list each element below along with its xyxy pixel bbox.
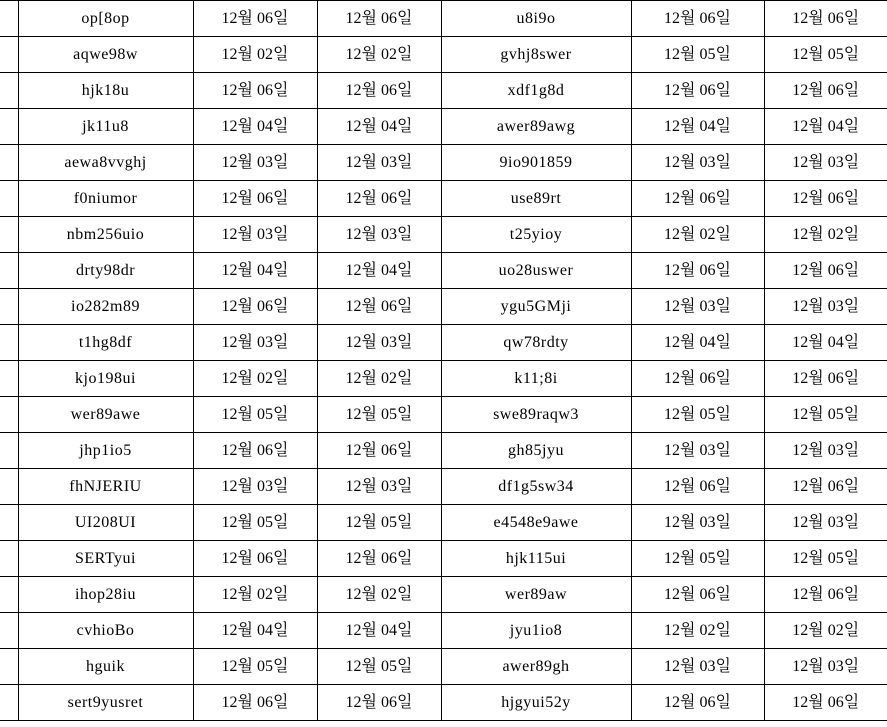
cell-date[interactable]: 12월 04일 <box>764 325 887 361</box>
cell-date[interactable]: 12월 06일 <box>193 685 317 721</box>
cell-date[interactable]: 12월 05일 <box>317 649 441 685</box>
cell-code[interactable]: jk11u8 <box>18 109 193 145</box>
cell-code[interactable]: aqwe98w <box>18 37 193 73</box>
cell-date[interactable]: 12월 03일 <box>631 145 764 181</box>
cell-code[interactable]: qw78rdty <box>441 325 631 361</box>
cell-code[interactable]: nbm256uio <box>18 217 193 253</box>
cell-date[interactable]: 12월 06일 <box>317 181 441 217</box>
cell-date[interactable]: 12월 04일 <box>764 109 887 145</box>
cell-date[interactable]: 12월 06일 <box>317 433 441 469</box>
cell-date[interactable]: 12월 03일 <box>631 289 764 325</box>
cell-code[interactable]: cvhioBo <box>18 613 193 649</box>
cell-code[interactable]: 9io901859 <box>441 145 631 181</box>
cell-date[interactable]: 12월 06일 <box>764 1 887 37</box>
cell-code[interactable]: SERTyui <box>18 541 193 577</box>
cell-date[interactable]: 12월 05일 <box>317 397 441 433</box>
row-edge-spacer[interactable] <box>0 253 18 289</box>
cell-date[interactable]: 12월 04일 <box>631 325 764 361</box>
cell-code[interactable]: xdf1g8d <box>441 73 631 109</box>
cell-date[interactable]: 12월 05일 <box>631 397 764 433</box>
table-row <box>0 433 887 469</box>
cell-date[interactable]: 12월 02일 <box>317 361 441 397</box>
cell-date[interactable]: 12월 02일 <box>764 613 887 649</box>
cell-code[interactable]: wer89awe <box>18 397 193 433</box>
cell-code[interactable]: io282m89 <box>18 289 193 325</box>
cell-date[interactable]: 12월 05일 <box>193 397 317 433</box>
table-row <box>0 613 887 649</box>
cell-date[interactable]: 12월 06일 <box>193 181 317 217</box>
row-edge-spacer[interactable] <box>0 505 18 541</box>
cell-date[interactable]: 12월 04일 <box>317 109 441 145</box>
cell-date[interactable]: 12월 05일 <box>764 37 887 73</box>
cell-date[interactable]: 12월 02일 <box>317 577 441 613</box>
cell-date[interactable]: 12월 05일 <box>631 541 764 577</box>
cell-date[interactable]: 12월 03일 <box>317 145 441 181</box>
cell-date[interactable]: 12월 03일 <box>764 289 887 325</box>
row-edge-spacer[interactable] <box>0 73 18 109</box>
cell-date[interactable]: 12월 06일 <box>764 253 887 289</box>
row-edge-spacer[interactable] <box>0 685 18 721</box>
row-edge-spacer[interactable] <box>0 649 18 685</box>
cell-date[interactable]: 12월 03일 <box>193 469 317 505</box>
cell-date[interactable]: 12월 03일 <box>193 325 317 361</box>
row-edge-spacer[interactable] <box>0 181 18 217</box>
cell-date[interactable]: 12월 06일 <box>193 1 317 37</box>
cell-code[interactable]: awer89awg <box>441 109 631 145</box>
row-edge-spacer[interactable] <box>0 613 18 649</box>
row-edge-spacer[interactable] <box>0 109 18 145</box>
cell-date[interactable]: 12월 06일 <box>764 685 887 721</box>
table-row <box>0 397 887 433</box>
cell-code[interactable]: t1hg8df <box>18 325 193 361</box>
cell-code[interactable]: u8i9o <box>441 1 631 37</box>
table-row <box>0 325 887 361</box>
cell-date[interactable]: 12월 06일 <box>193 433 317 469</box>
row-edge-spacer[interactable] <box>0 37 18 73</box>
cell-date[interactable]: 12월 06일 <box>631 181 764 217</box>
cell-date[interactable]: 12월 02일 <box>193 361 317 397</box>
table-row <box>0 109 887 145</box>
cell-code[interactable]: t25yioy <box>441 217 631 253</box>
cell-date[interactable]: 12월 03일 <box>631 433 764 469</box>
cell-date[interactable]: 12월 04일 <box>317 253 441 289</box>
cell-code[interactable]: gh85jyu <box>441 433 631 469</box>
cell-date[interactable]: 12월 06일 <box>764 469 887 505</box>
table-row <box>0 253 887 289</box>
cell-date[interactable]: 12월 06일 <box>631 469 764 505</box>
cell-date[interactable]: 12월 03일 <box>317 325 441 361</box>
cell-date[interactable]: 12월 03일 <box>631 649 764 685</box>
row-edge-spacer[interactable] <box>0 541 18 577</box>
cell-date[interactable]: 12월 05일 <box>317 505 441 541</box>
cell-code[interactable]: kjo198ui <box>18 361 193 397</box>
cell-date[interactable]: 12월 04일 <box>193 109 317 145</box>
cell-date[interactable]: 12월 06일 <box>631 361 764 397</box>
table-row <box>0 469 887 505</box>
row-edge-spacer[interactable] <box>0 145 18 181</box>
row-edge-spacer[interactable] <box>0 289 18 325</box>
cell-date[interactable]: 12월 03일 <box>317 469 441 505</box>
cell-date[interactable]: 12월 06일 <box>317 685 441 721</box>
table-row <box>0 181 887 217</box>
cell-code[interactable]: UI208UI <box>18 505 193 541</box>
cell-code[interactable]: use89rt <box>441 181 631 217</box>
cell-code[interactable]: e4548e9awe <box>441 505 631 541</box>
cell-code[interactable]: awer89gh <box>441 649 631 685</box>
cell-date[interactable]: 12월 04일 <box>317 613 441 649</box>
cell-date[interactable]: 12월 04일 <box>193 253 317 289</box>
cell-date[interactable]: 12월 02일 <box>631 613 764 649</box>
cell-date[interactable]: 12월 02일 <box>764 217 887 253</box>
cell-date[interactable]: 12월 06일 <box>317 541 441 577</box>
cell-date[interactable]: 12월 05일 <box>764 541 887 577</box>
cell-code[interactable]: swe89raqw3 <box>441 397 631 433</box>
cell-code[interactable]: hjk18u <box>18 73 193 109</box>
cell-date[interactable]: 12월 05일 <box>193 505 317 541</box>
cell-date[interactable]: 12월 03일 <box>764 433 887 469</box>
cell-code[interactable]: hjgyui52y <box>441 685 631 721</box>
row-edge-spacer[interactable] <box>0 325 18 361</box>
cell-date[interactable]: 12월 06일 <box>764 577 887 613</box>
cell-date[interactable]: 12월 06일 <box>631 577 764 613</box>
cell-date[interactable]: 12월 03일 <box>631 505 764 541</box>
cell-date[interactable]: 12월 03일 <box>764 505 887 541</box>
table-row <box>0 73 887 109</box>
row-edge-spacer[interactable] <box>0 469 18 505</box>
table-row <box>0 37 887 73</box>
cell-code[interactable]: aewa8vvghj <box>18 145 193 181</box>
row-edge-spacer[interactable] <box>0 217 18 253</box>
cell-date[interactable]: 12월 03일 <box>317 217 441 253</box>
cell-date[interactable]: 12월 06일 <box>764 73 887 109</box>
row-edge-spacer[interactable] <box>0 1 18 37</box>
table-row <box>0 217 887 253</box>
row-edge-spacer[interactable] <box>0 577 18 613</box>
cell-date[interactable]: 12월 06일 <box>631 685 764 721</box>
row-edge-spacer[interactable] <box>0 361 18 397</box>
cell-code[interactable]: ygu5GMji <box>441 289 631 325</box>
cell-code[interactable]: gvhj8swer <box>441 37 631 73</box>
cell-date[interactable]: 12월 02일 <box>317 37 441 73</box>
cell-code[interactable]: df1g5sw34 <box>441 469 631 505</box>
cell-date[interactable]: 12월 06일 <box>764 181 887 217</box>
cell-date[interactable]: 12월 02일 <box>631 217 764 253</box>
cell-code[interactable]: jhp1io5 <box>18 433 193 469</box>
table-row <box>0 541 887 577</box>
table-row <box>0 289 887 325</box>
cell-code[interactable]: hguik <box>18 649 193 685</box>
cell-code[interactable]: wer89aw <box>441 577 631 613</box>
row-edge-spacer[interactable] <box>0 433 18 469</box>
row-edge-spacer[interactable] <box>0 397 18 433</box>
table-row <box>0 1 887 37</box>
cell-date[interactable]: 12월 03일 <box>764 649 887 685</box>
cell-code[interactable]: drty98dr <box>18 253 193 289</box>
table-row <box>0 577 887 613</box>
table-row <box>0 685 887 721</box>
cell-date[interactable]: 12월 03일 <box>193 217 317 253</box>
cell-code[interactable]: ihop28iu <box>18 577 193 613</box>
table-row <box>0 361 887 397</box>
cell-code[interactable]: sert9yusret <box>18 685 193 721</box>
cell-date[interactable]: 12월 06일 <box>193 541 317 577</box>
cell-date[interactable]: 12월 06일 <box>764 361 887 397</box>
cell-date[interactable]: 12월 03일 <box>764 145 887 181</box>
cell-code[interactable]: op[8op <box>18 1 193 37</box>
cell-code[interactable]: jyu1io8 <box>441 613 631 649</box>
cell-date[interactable]: 12월 05일 <box>193 649 317 685</box>
cell-code[interactable]: hjk115ui <box>441 541 631 577</box>
cell-date[interactable]: 12월 06일 <box>317 289 441 325</box>
cell-date[interactable]: 12월 06일 <box>631 253 764 289</box>
table-row <box>0 649 887 685</box>
cell-code[interactable]: fhNJERIU <box>18 469 193 505</box>
cell-code[interactable]: k11;8i <box>441 361 631 397</box>
cell-date[interactable]: 12월 02일 <box>193 37 317 73</box>
table-body <box>0 1 887 721</box>
cell-date[interactable]: 12월 06일 <box>193 289 317 325</box>
cell-date[interactable]: 12월 04일 <box>193 613 317 649</box>
cell-date[interactable]: 12월 06일 <box>317 73 441 109</box>
cell-date[interactable]: 12월 06일 <box>317 1 441 37</box>
cell-date[interactable]: 12월 06일 <box>193 73 317 109</box>
cell-date[interactable]: 12월 04일 <box>631 109 764 145</box>
table-row <box>0 505 887 541</box>
cell-code[interactable]: f0niumor <box>18 181 193 217</box>
cell-date[interactable]: 12월 06일 <box>631 1 764 37</box>
cell-code[interactable]: uo28uswer <box>441 253 631 289</box>
table-row <box>0 145 887 181</box>
cell-date[interactable]: 12월 05일 <box>631 37 764 73</box>
cell-date[interactable]: 12월 06일 <box>631 73 764 109</box>
cell-date[interactable]: 12월 05일 <box>764 397 887 433</box>
cell-date[interactable]: 12월 03일 <box>193 145 317 181</box>
cell-date[interactable]: 12월 02일 <box>193 577 317 613</box>
